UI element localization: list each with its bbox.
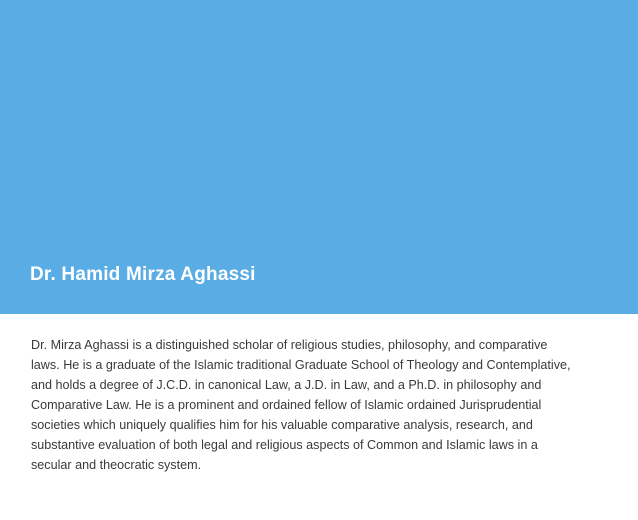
profile-bio: Dr. Mirza Aghassi is a distinguished scholar of religious studies, philosophy, and comparative laws. He is a graduate of the Islamic traditional Graduate School of Theology and Contemplative, and holds a degree of J.C.D. in canonical Law, a J.D. in Law, and a Ph.D. in philosophy and Comparative Law. He is a prominent and ordained fellow of Islamic ordained Jurisprudential societies which uniquely qualifies him for his valuable comparative analysis, research, and substantive evaluation of both legal and religious aspects of Common and Islamic laws in a secular and theocratic system. (31, 338, 571, 472)
profile-name: Dr. Hamid Mirza Aghassi (30, 264, 256, 285)
